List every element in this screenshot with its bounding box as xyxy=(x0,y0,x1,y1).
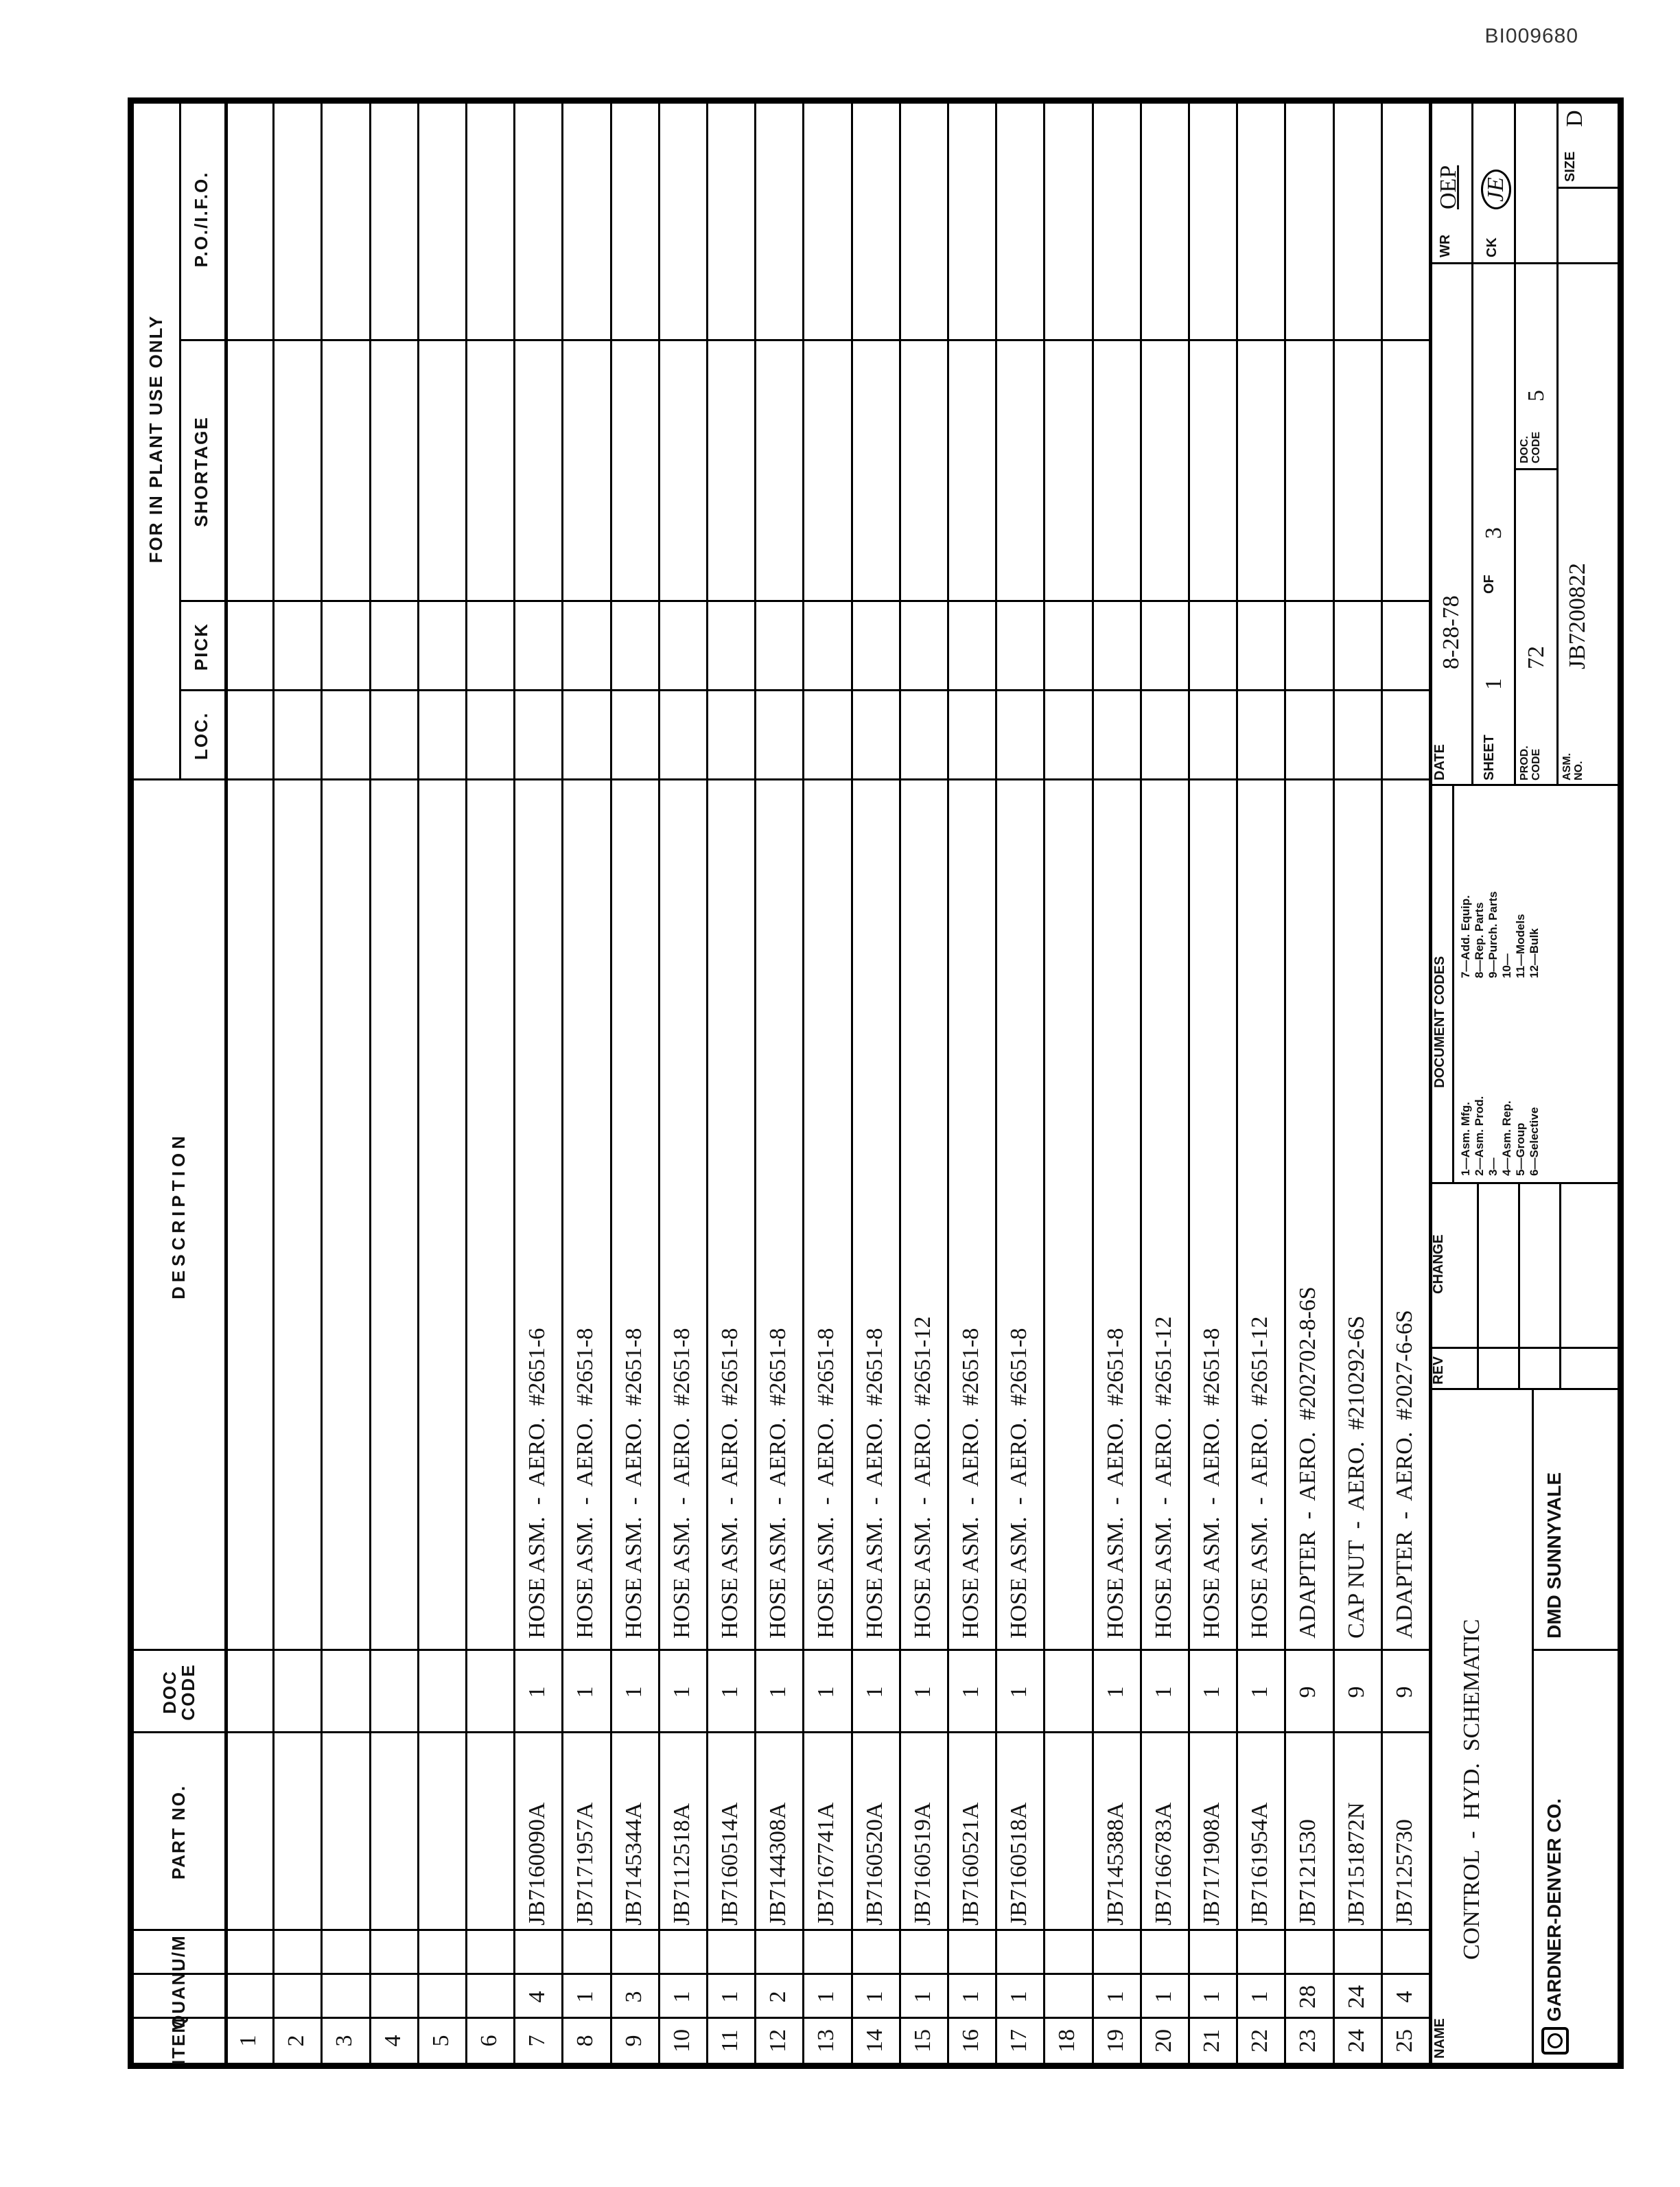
item-number-cell: 7 xyxy=(524,2035,550,2047)
grid-line xyxy=(802,104,804,2063)
part-number-cell: JB7145344A xyxy=(620,1802,646,1925)
doc-code-cell: 1 xyxy=(813,1686,839,1698)
item-number-cell: 18 xyxy=(1054,2029,1080,2052)
document-id: BI009680 xyxy=(1484,25,1578,47)
doc-code-cell xyxy=(224,1651,272,1733)
doc-code-cell: 1 xyxy=(668,1686,695,1698)
grid-line xyxy=(1429,1182,1618,1184)
quantity-cell xyxy=(272,1975,320,2019)
table-row xyxy=(658,104,706,2063)
quantity-cell xyxy=(417,1975,465,2019)
doc-code-cell: 1 xyxy=(861,1686,887,1698)
ck-label: CK xyxy=(1484,238,1500,257)
item-number-cell: 11 xyxy=(717,2029,743,2052)
grid-line xyxy=(1477,1184,1479,1390)
wr-value: OEP xyxy=(1436,165,1461,209)
item-number-cell: 19 xyxy=(1102,2029,1128,2052)
header-description: DESCRIPTION xyxy=(168,1132,189,1299)
part-number-cell: JB7125730 xyxy=(1391,1819,1417,1925)
description-cell xyxy=(320,787,369,1639)
document-codes-right: 7—Add. Equip. 8—Rep. Parts 9—Purch. Parts 10— 11—Models 12—Bulk xyxy=(1459,891,1541,978)
header-doc-code: DOC CODE xyxy=(159,1663,198,1721)
doc-code-field-label: DOC. CODE xyxy=(1519,431,1542,463)
part-number-cell: JB7121530 xyxy=(1295,1819,1321,1925)
description-cell: HOSE ASM. - AERO. #2651-8 xyxy=(717,1328,743,1639)
description-cell: HOSE ASM. - AERO. #2651-8 xyxy=(1102,1328,1128,1639)
grid-line xyxy=(561,104,563,2063)
grid-line xyxy=(369,104,371,2063)
grid-line xyxy=(658,104,660,2063)
table-row xyxy=(1236,104,1284,2063)
table-row xyxy=(272,104,320,2063)
item-number-cell: 23 xyxy=(1295,2029,1321,2052)
size-value: D xyxy=(1562,110,1587,127)
grid-line xyxy=(134,1731,1429,1733)
part-number-cell: JB7160514A xyxy=(717,1802,743,1925)
doc-code-cell: 9 xyxy=(1343,1686,1369,1698)
doc-code-cell: 1 xyxy=(717,1686,743,1698)
grid-line xyxy=(1429,1347,1618,1349)
description-cell: HOSE ASM. - AERO. #2651-12 xyxy=(1150,1316,1176,1639)
quantity-cell xyxy=(369,1975,417,2019)
description-cell: HOSE ASM. - AERO. #2651-8 xyxy=(765,1328,791,1639)
grid-line xyxy=(1284,104,1286,2063)
description-cell: HOSE ASM. - AERO. #2651-6 xyxy=(524,1328,550,1639)
doc-code-cell: 9 xyxy=(1391,1686,1417,1698)
grid-line xyxy=(1518,1184,1520,1390)
grid-line xyxy=(1429,1388,1618,1390)
grid-line xyxy=(320,104,323,2063)
grid-line xyxy=(851,104,853,2063)
of-label: OF xyxy=(1482,575,1497,594)
company-name: GARDNER-DENVER CO. xyxy=(1543,1798,1565,2022)
prod-code-value: 72 xyxy=(1524,646,1549,669)
name-value: CONTROL - HYD. SCHEMATIC xyxy=(1459,1619,1484,1960)
header-shortage: SHORTAGE xyxy=(191,416,212,527)
doc-code-cell: 1 xyxy=(1247,1686,1273,1698)
grid-line xyxy=(1333,104,1335,2063)
table-row xyxy=(1043,104,1091,2063)
grid-line xyxy=(1092,104,1094,2063)
doc-code-cell xyxy=(1043,1651,1091,1733)
doc-code-cell: 1 xyxy=(524,1686,550,1698)
grid-line xyxy=(1429,784,1618,786)
quantity-cell: 1 xyxy=(1102,1991,1128,2003)
grid-line xyxy=(1514,104,1516,786)
part-number-cell: JB7112518A xyxy=(668,1803,695,1925)
header-part-no: PART NO. xyxy=(168,1784,189,1880)
grid-line xyxy=(134,2017,1429,2019)
part-number-cell: JB7145388A xyxy=(1102,1802,1128,1925)
part-number-cell xyxy=(224,1733,272,1925)
quantity-cell: 1 xyxy=(1150,1991,1176,2003)
part-number-cell: JB7171957A xyxy=(572,1802,598,1925)
doc-code-cell: 1 xyxy=(765,1686,791,1698)
item-number-cell: 1 xyxy=(235,2035,261,2047)
item-number-cell: 13 xyxy=(813,2029,839,2052)
item-number-cell: 15 xyxy=(909,2029,935,2052)
item-number-cell: 24 xyxy=(1343,2029,1369,2052)
grid-line xyxy=(1236,104,1238,2063)
part-number-cell: JB7160521A xyxy=(958,1802,984,1925)
table-row xyxy=(1381,104,1429,2063)
header-loc: LOC. xyxy=(191,711,212,761)
description-cell xyxy=(465,787,513,1639)
grid-line xyxy=(754,104,756,2063)
grid-line xyxy=(272,104,275,2063)
doc-code-cell xyxy=(417,1651,465,1733)
grid-line xyxy=(1188,104,1190,2063)
grid-line xyxy=(1429,262,1618,264)
date-value: 8-28-78 xyxy=(1438,595,1464,669)
doc-code-cell: 1 xyxy=(572,1686,598,1698)
change-label: CHANGE xyxy=(1431,1234,1446,1294)
doc-code-cell xyxy=(272,1651,320,1733)
item-number-cell: 9 xyxy=(620,2035,646,2047)
part-number-cell: JB7160090A xyxy=(524,1802,550,1925)
item-number-cell: 10 xyxy=(668,2029,695,2052)
table-row xyxy=(561,104,609,2063)
grid-line xyxy=(465,104,467,2063)
grid-line xyxy=(610,104,612,2063)
table-row xyxy=(1188,104,1236,2063)
doc-code-cell xyxy=(320,1651,369,1733)
doc-code-cell: 1 xyxy=(1006,1686,1032,1698)
table-row xyxy=(465,104,513,2063)
doc-code-cell xyxy=(369,1651,417,1733)
of-value: 3 xyxy=(1481,527,1506,539)
quantity-cell: 1 xyxy=(668,1991,695,2003)
item-number-cell: 22 xyxy=(1247,2029,1273,2052)
doc-code-cell: 1 xyxy=(1102,1686,1128,1698)
table-row xyxy=(1140,104,1188,2063)
quantity-cell: 1 xyxy=(1247,1991,1273,2003)
grid-line xyxy=(134,1929,1429,1931)
quantity-cell: 1 xyxy=(909,1991,935,2003)
bill-of-materials-form xyxy=(128,97,1624,2069)
item-number-cell: 4 xyxy=(380,2035,406,2047)
grid-line xyxy=(134,778,1429,780)
grid-line xyxy=(947,104,949,2063)
item-number-cell: 12 xyxy=(765,2029,791,2052)
grid-line xyxy=(224,104,228,2063)
table-row xyxy=(513,104,561,2063)
wr-label: WR xyxy=(1438,234,1453,257)
header-plant-use: FOR IN PLANT USE ONLY xyxy=(145,314,167,564)
prod-code-label: PROD. CODE xyxy=(1519,745,1542,780)
doc-code-cell: 1 xyxy=(1150,1686,1176,1698)
form-stage xyxy=(128,97,1624,2069)
part-number-cell: JB7144308A xyxy=(765,1802,791,1925)
item-number-cell: 5 xyxy=(428,2035,454,2047)
description-cell: HOSE ASM. - AERO. #2651-8 xyxy=(668,1328,695,1639)
table-row xyxy=(610,104,658,2063)
quantity-cell: 24 xyxy=(1343,1985,1369,2009)
part-number-cell xyxy=(465,1733,513,1925)
part-number-cell: JB7160518A xyxy=(1006,1802,1032,1925)
table-row xyxy=(224,104,272,2063)
quantity-cell: 1 xyxy=(1006,1991,1032,2003)
description-cell: HOSE ASM. - AERO. #2651-8 xyxy=(572,1328,598,1639)
doc-code-cell: 1 xyxy=(1199,1686,1225,1698)
size-label: SIZE xyxy=(1563,151,1578,182)
item-number-cell: 20 xyxy=(1150,2029,1176,2052)
table-row xyxy=(1284,104,1332,2063)
quantity-cell: 3 xyxy=(620,1991,646,2003)
doc-code-cell xyxy=(465,1651,513,1733)
item-number-cell: 17 xyxy=(1006,2029,1032,2052)
item-number-cell: 3 xyxy=(331,2035,358,2047)
item-number-cell: 14 xyxy=(861,2029,887,2052)
description-cell: ADAPTER - AERO. #202702-8-6S xyxy=(1295,1286,1321,1639)
table-row xyxy=(754,104,802,2063)
part-number-cell: JB7171908A xyxy=(1199,1802,1225,1925)
grid-line xyxy=(1514,468,1556,470)
asm-no-label: ASM. NO. xyxy=(1561,753,1585,780)
quantity-cell xyxy=(465,1975,513,2019)
table-row xyxy=(899,104,947,2063)
item-number-cell: 8 xyxy=(572,2035,598,2047)
quantity-cell: 4 xyxy=(1391,1991,1417,2003)
name-label: NAME xyxy=(1432,2018,1447,2059)
rev-label: REV xyxy=(1431,1356,1446,1385)
item-number-cell: 25 xyxy=(1391,2029,1417,2052)
grid-line xyxy=(1429,104,1432,2063)
sheet-value: 1 xyxy=(1481,678,1506,690)
grid-line xyxy=(134,1649,1429,1651)
grid-line xyxy=(706,104,708,2063)
header-um: U/M xyxy=(168,1934,189,1971)
grid-line xyxy=(417,104,419,2063)
ck-value: JE xyxy=(1481,170,1511,209)
quantity-cell: 4 xyxy=(524,1991,550,2003)
item-number-cell: 6 xyxy=(476,2035,502,2047)
table-row xyxy=(320,104,369,2063)
table-row xyxy=(995,104,1043,2063)
table-row xyxy=(1092,104,1140,2063)
part-number-cell: JB7167741A xyxy=(813,1802,839,1925)
description-cell xyxy=(224,787,272,1639)
grid-line xyxy=(1532,1649,1618,1651)
part-number-cell: JB7160519A xyxy=(909,1802,935,1925)
grid-line xyxy=(1559,1184,1561,1390)
doc-code-cell: 9 xyxy=(1295,1686,1321,1698)
part-number-cell: JB7161954A xyxy=(1247,1802,1273,1925)
header-quan: QUAN. xyxy=(168,1965,189,2029)
description-cell xyxy=(1043,787,1091,1639)
quantity-cell xyxy=(320,1975,369,2019)
grid-line xyxy=(134,1973,1429,1975)
part-number-cell: JB7151872N xyxy=(1343,1802,1369,1925)
sheet-label: SHEET xyxy=(1482,734,1497,780)
description-cell: CAP NUT - AERO. #210292-6S xyxy=(1343,1315,1369,1639)
description-cell xyxy=(417,787,465,1639)
description-cell: HOSE ASM. - AERO. #2651-8 xyxy=(1199,1328,1225,1639)
asm-no-value: JB7200822 xyxy=(1565,563,1590,669)
description-cell: HOSE ASM. - AERO. #2651-8 xyxy=(958,1328,984,1639)
grid-line xyxy=(1381,104,1383,2063)
description-cell: HOSE ASM. - AERO. #2651-8 xyxy=(620,1328,646,1639)
grid-line xyxy=(899,104,901,2063)
grid-line xyxy=(1452,786,1454,1184)
item-number-cell: 21 xyxy=(1199,2029,1225,2052)
quantity-cell: 1 xyxy=(717,1991,743,2003)
part-number-cell xyxy=(320,1733,369,1925)
quantity-cell: 1 xyxy=(572,1991,598,2003)
grid-line xyxy=(1532,1390,1534,2063)
doc-code-field-value: 5 xyxy=(1524,390,1549,402)
part-number-cell: JB7160520A xyxy=(861,1802,887,1925)
header-pofo: P.O./I.F.O. xyxy=(191,171,212,268)
table-row xyxy=(851,104,899,2063)
quantity-cell: 1 xyxy=(861,1991,887,2003)
grid-line xyxy=(1556,187,1618,189)
description-cell: HOSE ASM. - AERO. #2651-12 xyxy=(1247,1316,1273,1639)
grid-line xyxy=(1556,104,1559,786)
quantity-cell xyxy=(1043,1975,1091,2019)
company-logo-icon xyxy=(1541,2027,1569,2055)
item-number-cell: 2 xyxy=(283,2035,310,2047)
header-item: ITEM xyxy=(168,2016,189,2066)
table-row xyxy=(417,104,465,2063)
part-number-cell: JB7166783A xyxy=(1150,1802,1176,1925)
table-row xyxy=(1333,104,1381,2063)
grid-line xyxy=(134,778,179,780)
table-row xyxy=(947,104,995,2063)
grid-line xyxy=(179,104,181,780)
quantity-cell: 1 xyxy=(813,1991,839,2003)
doc-code-cell: 1 xyxy=(620,1686,646,1698)
quantity-cell: 1 xyxy=(958,1991,984,2003)
table-row xyxy=(802,104,850,2063)
date-field-label: DATE xyxy=(1432,744,1447,780)
part-number-cell xyxy=(369,1733,417,1925)
table-row xyxy=(369,104,417,2063)
header-pick: PICK xyxy=(191,622,212,671)
document-codes-left: 1—Asm. Mfg. 2—Asm. Prod. 3— 4—Asm. Rep. 5—Group 6—Selective xyxy=(1459,1096,1541,1176)
doc-code-cell: 1 xyxy=(958,1686,984,1698)
quantity-cell xyxy=(224,1975,272,2019)
description-cell: HOSE ASM. - AERO. #2651-8 xyxy=(813,1328,839,1639)
item-number-cell: 16 xyxy=(958,2029,984,2052)
description-cell: HOSE ASM. - AERO. #2651-12 xyxy=(909,1316,935,1639)
quantity-cell: 1 xyxy=(1199,1991,1225,2003)
part-number-cell xyxy=(417,1733,465,1925)
quantity-cell: 28 xyxy=(1295,1985,1321,2009)
grid-line xyxy=(1043,104,1045,2063)
grid-line xyxy=(513,104,515,2063)
grid-line xyxy=(1140,104,1142,2063)
part-number-cell xyxy=(1043,1733,1091,1925)
description-cell xyxy=(369,787,417,1639)
description-cell: ADAPTER - AERO. #2027-6-6S xyxy=(1391,1310,1417,1639)
grid-line xyxy=(995,104,997,2063)
description-cell: HOSE ASM. - AERO. #2651-8 xyxy=(1006,1328,1032,1639)
division-name: DMD SUNNYVALE xyxy=(1543,1472,1565,1639)
grid-line xyxy=(1471,104,1473,786)
doc-code-cell: 1 xyxy=(909,1686,935,1698)
document-codes-label: DOCUMENT CODES xyxy=(1432,956,1447,1088)
table-row xyxy=(706,104,754,2063)
description-cell xyxy=(272,787,320,1639)
quantity-cell: 2 xyxy=(765,1991,791,2003)
description-cell: HOSE ASM. - AERO. #2651-8 xyxy=(861,1328,887,1639)
part-number-cell xyxy=(272,1733,320,1925)
